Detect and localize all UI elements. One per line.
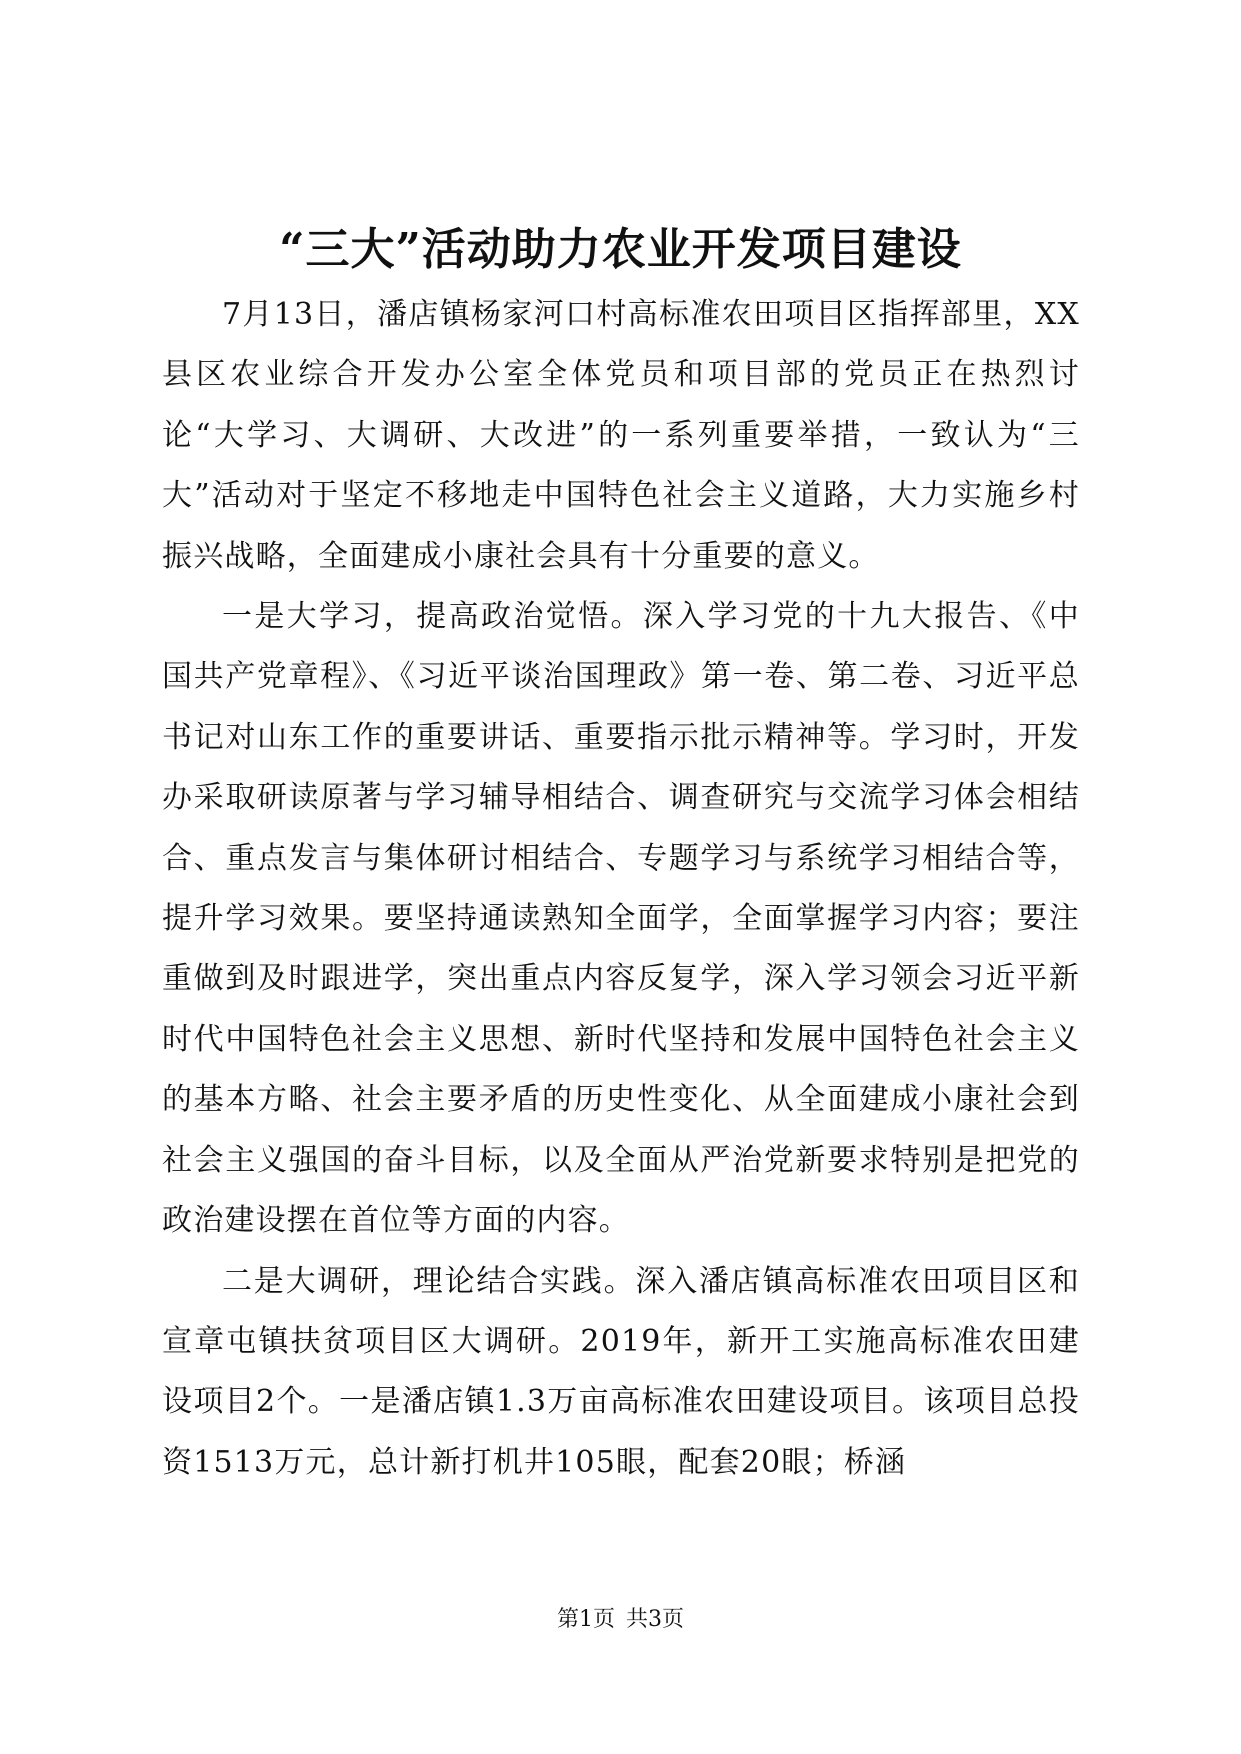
document-title: “三大”活动助力农业开发项目建设 [279,224,962,275]
document-body [162,285,1080,1493]
paragraph-study: 一是大学习，提高政治觉悟。深入学习党的十九大报告、《中国共产党章程》、《习近平谈治国理政》第一卷、第二卷、习近平总书记对山东工作的重要讲话、重要指示批示精神等。学习时，开发办采取研读原著与学习辅导相结合、调查研究与交流学习体会相结合、重点发言与集体研讨相结合、专题学习与系统学习相结合等，提升学习效果。要坚持通读熟知全面学，全面掌握学习内容；要注重做到及时跟进学，突出重点内容反复学，深入学习领会习近平新时代中国特色社会主义思想、新时代坚持和发展中国特色社会主义的基本方略、社会主要矛盾的历史性变化、从全面建成小康社会到社会主义强国的奋斗目标，以及全面从严治党新要求特别是把党的政治建设摆在首位等方面的内容。 [162,599,1080,1239]
page-number: 第1页 [557,1607,615,1632]
paragraph-intro: 7月13日，潘店镇杨家河口村高标准农田项目区指挥部里，XX县区农业综合开发办公室全体党员和项目部的党员正在热烈讨论“大学习、大调研、大改进”的一系列重要举措，一致认为“三大”活动对于坚定不移地走中国特色社会主义道路，大力实施乡村振兴战略，全面建成小康社会具有十分重要的意义。 [162,297,1080,574]
paragraph-research: 二是大调研，理论结合实践。深入潘店镇高标准农田项目区和宣章屯镇扶贫项目区大调研。2019年，新开工实施高标准农田建设项目2个。一是潘店镇1.3万亩高标准农田建设项目。该项目总投资1513万元，总计新打机井105眼，配套20眼；桥涵 [162,1263,1080,1480]
page-footer [0,1606,1241,1634]
page-total: 共3页 [626,1607,684,1632]
